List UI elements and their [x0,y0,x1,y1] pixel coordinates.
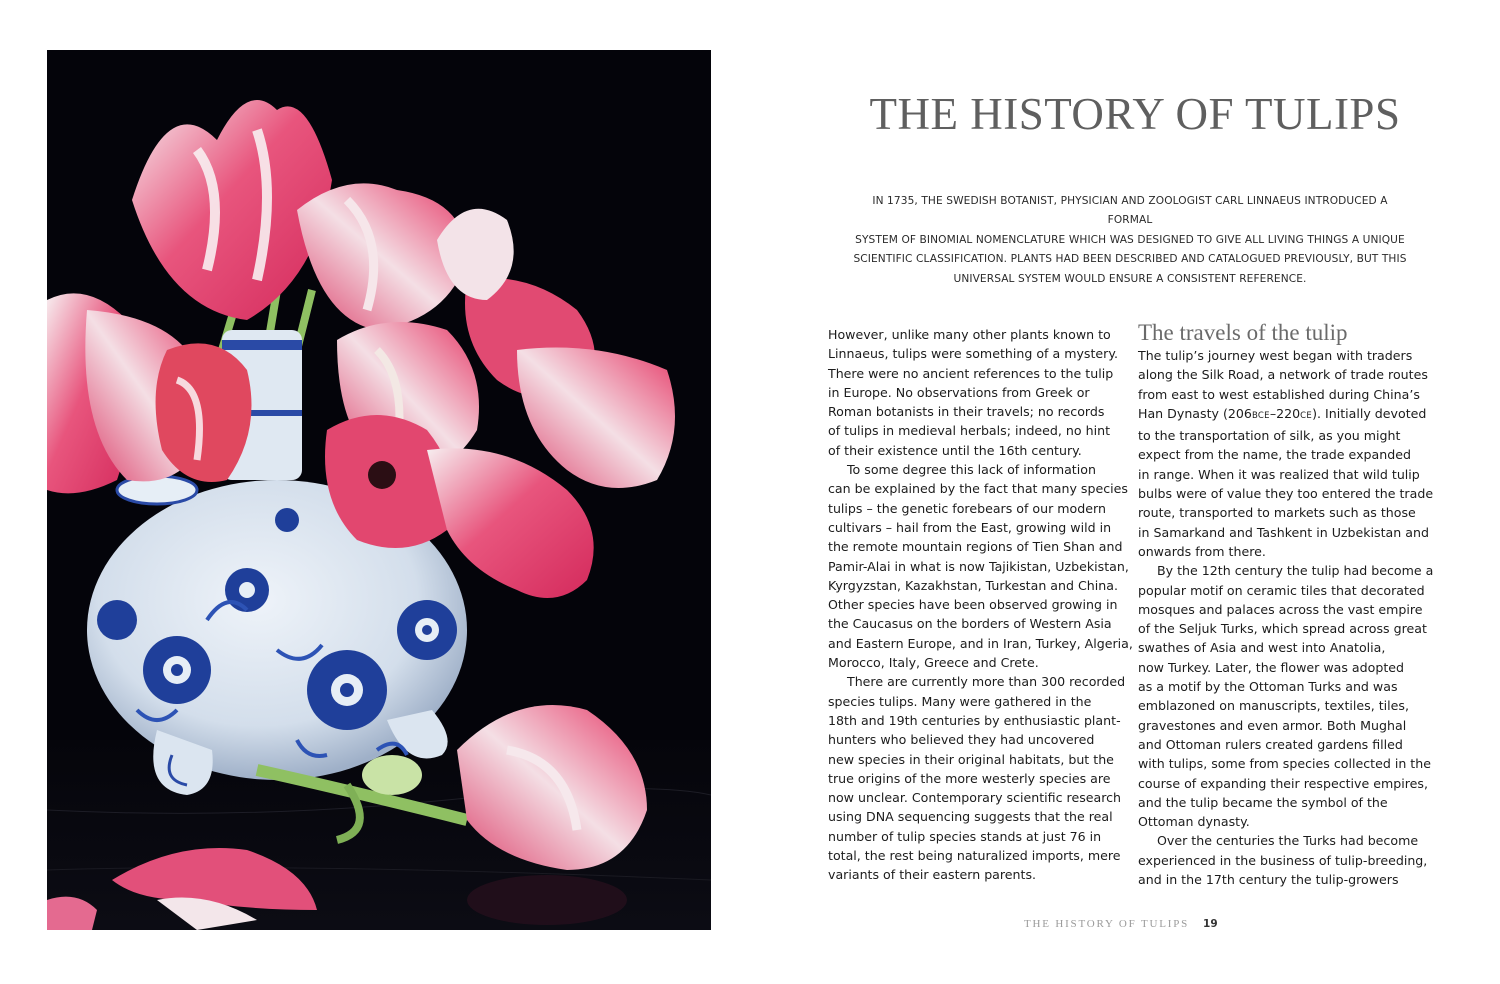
body-column-right [1138,320,1434,889]
right-page [760,0,1500,984]
body-line: can be explained by the fact that many species [828,481,1128,497]
text-fragment: ). Initially devoted [1312,405,1427,421]
body-line: now Turkey. Later, the flower was adopted [1138,659,1404,675]
body-line: and the tulip became the symbol of the [1138,794,1388,810]
body-line: There are currently more than 300 recorded [847,674,1126,690]
body-line: Morocco, Italy, Greece and Crete. [828,655,1039,671]
body-line: total, the rest being naturalized imports, mere [828,848,1121,864]
body-line: To some degree this lack of information [847,462,1096,478]
era-small-caps: BCE [1251,410,1270,421]
body-line: in Europe. No observations from Greek or [828,384,1090,400]
intro-line: SCIENTIFIC CLASSIFICATION. PLANTS HAD BEEN DESCRIBED AND CATALOGUED PREVIOUSLY, BUT THIS [853,253,1407,266]
body-line: the remote mountain regions of Tien Shan and [828,539,1123,555]
body-line: cultivars – hail from the East, growing wild in [828,519,1112,535]
body-line: along the Silk Road, a network of trade routes [1138,367,1428,383]
body-line: species tulips. Many were gathered in the [828,693,1092,709]
body-line: course of expanding their respective empires, [1138,775,1428,791]
body-line: Other species have been observed growing in [828,597,1118,613]
page-footer [1024,918,1218,930]
body-line: with tulips, some from species collected in the [1138,756,1431,772]
body-line: 18th and 19th centuries by enthusiastic plant- [828,712,1121,728]
body-line: using DNA sequencing suggests that the real [828,809,1113,825]
text-fragment: –220 [1269,405,1301,421]
body-line: The tulip’s journey west began with traders [1138,348,1413,363]
body-line: Linnaeus, tulips were something of a mystery. [828,346,1119,362]
intro-line: UNIVERSAL SYSTEM WOULD ENSURE A CONSISTENT REFERENCE. [953,272,1307,285]
body-line: from east to west established during China’s [1138,386,1420,402]
body-line: and in the 17th century the tulip-growers [1138,872,1399,888]
intro-line: IN 1735, THE SWEDISH BOTANIST, PHYSICIAN AND ZOOLOGIST CARL LINNAEUS INTRODUCED A FORMAL [872,195,1388,227]
body-line: Roman botanists in their travels; no records [828,404,1105,420]
body-line: tulips – the genetic forebears of our modern [828,500,1106,516]
body-line: variants of their eastern parents. [828,867,1037,883]
intro-line: SYSTEM OF BINOMIAL NOMENCLATURE WHICH WAS DESIGNED TO GIVE ALL LIVING THINGS A UNIQUE [855,233,1405,246]
era-small-caps: CE [1300,410,1313,421]
body-line: in range. When it was realized that wild tulip [1138,466,1420,482]
body-line: Kyrgyzstan, Kazakhstan, Turkestan and China. [828,577,1118,593]
body-lines [1138,426,1434,889]
body-line: and Eastern Europe, and in Iran, Turkey, Algeria, [828,635,1133,651]
section-subheading: The travels of the tulip [1138,320,1348,345]
running-head: THE HISTORY OF TULIPS [1024,918,1190,930]
body-line: number of tulip species stands at just 76 in [828,828,1102,844]
body-line: route, transported to markets such as those [1138,505,1416,521]
body-line: the Caucasus on the borders of Western Asia [828,616,1112,632]
body-line: true origins of the more westerly species are [828,770,1111,786]
body-line: expect from the name, the trade expanded [1138,447,1411,463]
tulips-in-delft-vase-image [47,50,711,930]
text-fragment: Han Dynasty (206 [1138,405,1252,421]
body-line: experienced in the business of tulip-breeding, [1138,852,1428,868]
body-line: bulbs were of value they too entered the trade [1138,486,1434,502]
body-line: gravestones and even armor. Both Mughal [1138,717,1407,733]
body-line: of the Seljuk Turks, which spread across great [1138,621,1427,637]
body-line-dates [1138,404,1428,426]
body-line: as a motif by the Ottoman Turks and was [1138,679,1398,695]
body-line: Pamir-Alai in what is now Tajikistan, Uzbekistan, [828,558,1129,574]
body-line: swathes of Asia and west into Anatolia, [1138,640,1386,656]
page-number: 19 [1203,918,1218,930]
body-line: to the transportation of silk, as you might [1138,428,1401,444]
body-column-left [828,325,1133,885]
body-line: emblazoned on manuscripts, textiles, tiles, [1138,698,1409,714]
body-line: of their existence until the 16th century. [828,442,1082,458]
body-line: of tulips in medieval herbals; indeed, no hint [828,423,1111,439]
page-title: THE HISTORY OF TULIPS [869,89,1401,139]
body-line: onwards from there. [1138,543,1266,559]
body-line: mosques and palaces across the vast empire [1138,601,1423,617]
body-line: hunters who believed they had uncovered [828,732,1095,748]
tulip-photograph [47,50,711,930]
body-line: However, unlike many other plants known to [828,327,1111,342]
intro-paragraph [850,192,1410,289]
body-line: By the 12th century the tulip had become a [1157,563,1434,579]
body-line: now unclear. Contemporary scientific research [828,790,1122,806]
body-line: new species in their original habitats, but the [828,751,1114,767]
body-line: in Samarkand and Tashkent in Uzbekistan and [1138,524,1429,540]
body-line: popular motif on ceramic tiles that decorated [1138,582,1425,598]
body-line: and Ottoman rulers created gardens filled [1138,736,1403,752]
body-line: There were no ancient references to the tulip [828,365,1114,381]
body-line: Over the centuries the Turks had become [1157,833,1419,849]
body-line: Ottoman dynasty. [1138,814,1250,830]
